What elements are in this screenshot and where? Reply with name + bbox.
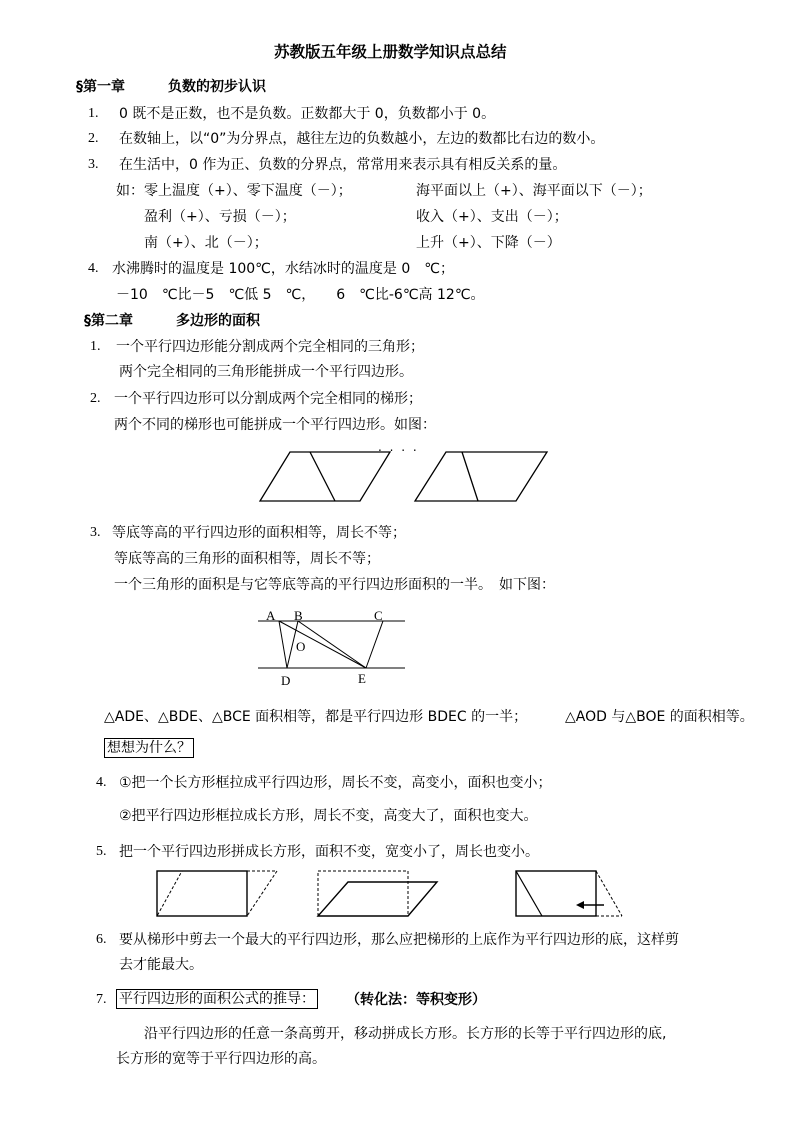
ch1-item-2-number: 2. [88, 131, 99, 146]
think-why-box: 想想为什么？ [104, 738, 194, 758]
ch1-item-4-line-2: －10 ℃比－5 ℃低 5 ℃， 6 ℃比-6℃高 12℃。 [116, 287, 485, 303]
ch1-item-4-number: 4. [88, 261, 99, 276]
chapter-1-title: 负数的初步认识 [168, 79, 266, 95]
ch2-item-4-line-1: ①把一个长方形框拉成平行四边形，周长不变，高变小，面积也变小； [119, 775, 552, 791]
example-income: 收入（+）、支出（－）； [416, 209, 568, 225]
fig2-label-B: B [294, 608, 303, 623]
transformation-method: （转化法：等积变形） [346, 992, 486, 1008]
ch1-item-1-text: 0 既不是正数，也不是负数。正数都大于 0，负数都小于 0。 [119, 106, 496, 122]
fig2-note-triangles: △ADE、△BDE、△BCE 面积相等，都是平行四边形 BDEC 的一半； [104, 709, 528, 725]
fig2-seg-AE [279, 621, 366, 668]
ch2-item-4-line-2: ②把平行四边形框拉成长方形，周长不变，高变大了，面积也变大。 [119, 808, 538, 824]
ch1-item-4-text: 水沸腾时的温度是 100℃，水结冰时的温度是 0 ℃； [112, 261, 454, 277]
chapter-2-title: 多边形的面积 [176, 313, 260, 329]
example-sea-level: 海平面以上（+）、海平面以下（－）； [416, 183, 652, 199]
ch2-item-6-number: 6. [96, 932, 107, 947]
fig2-label-A: A [266, 608, 276, 623]
examples-lead: 如： [116, 183, 144, 199]
fig2-label-O: O [296, 639, 306, 654]
ch2-item-3-line-3: 一个三角形的面积是与它等底等高的平行四边形面积的一半。 如下图： [114, 577, 555, 593]
ch2-item-2-line-2: 两个不同的梯形也可能拼成一个平行四边形。如图： [114, 417, 436, 433]
ch2-item-6-line-2: 去才能最大。 [119, 957, 203, 973]
ch2-item-7-number: 7. [96, 992, 107, 1007]
fig3-shape-3 [516, 871, 622, 916]
fig3-shape-1 [157, 871, 277, 916]
fig3-shape-2 [318, 871, 437, 916]
example-direction: 南（+）、北（－）； [144, 235, 268, 251]
page-title: 苏教版五年级上册数学知识点总结 [274, 43, 507, 61]
ch2-item-1-line-2: 两个完全相同的三角形能拼成一个平行四边形。 [119, 364, 413, 380]
ch2-item-2-number: 2. [90, 391, 101, 406]
ch2-item-3-number: 3. [90, 525, 101, 540]
ch2-item-3-line-2: 等底等高的三角形的面积相等，周长不等； [114, 551, 380, 567]
fig1-dots: . . . . [378, 440, 419, 454]
ch2-item-5-line-1: 把一个平行四边形拼成长方形，面积不变，宽变小了，周长也变小。 [119, 844, 539, 860]
ch1-item-2-text: 在数轴上，以“0”为分界点，越往左边的负数越小，左边的数都比右边的数小。 [119, 131, 605, 147]
fig1-right-parallelogram [415, 452, 547, 501]
fig2-note-aod-boe: △AOD 与△BOE 的面积相等。 [565, 709, 754, 725]
fig2-label-C: C [374, 608, 383, 623]
ch2-item-7-para-line-2: 长方形的宽等于平行四边形的高。 [116, 1051, 326, 1067]
chapter-1-heading: §第一章 [76, 79, 125, 95]
ch2-item-1-line-1: 一个平行四边形能分割成两个完全相同的三角形； [116, 339, 424, 355]
chapter-2-heading: §第二章 [84, 313, 133, 329]
example-rise: 上升（+）、下降（－） [416, 235, 561, 251]
example-profit: 盈利（+）、亏损（－）； [144, 209, 296, 225]
fig2-seg-AD [279, 621, 287, 668]
ch1-item-3-number: 3. [88, 157, 99, 172]
fig2-seg-CE [366, 621, 383, 668]
fig2-seg-BD [287, 621, 298, 668]
example-temperature: 零上温度（+）、零下温度（－）； [144, 183, 352, 199]
formula-derivation-box: 平行四边形的面积公式的推导： [116, 989, 318, 1009]
fig2-seg-BE [298, 621, 366, 668]
fig2-label-D: D [281, 673, 291, 688]
ch2-item-2-line-1: 一个平行四边形可以分割成两个完全相同的梯形； [114, 391, 422, 407]
fig1-left-parallelogram [260, 452, 390, 501]
fig2-label-E: E [358, 671, 366, 686]
ch2-item-4-number: 4. [96, 775, 107, 790]
ch2-item-1-number: 1. [90, 339, 101, 354]
ch1-item-3-text: 在生活中，0 作为正、负数的分界点，常常用来表示具有相反关系的量。 [119, 157, 567, 173]
ch1-item-1-number: 1. [88, 106, 99, 121]
ch2-item-3-line-1: 等底等高的平行四边形的面积相等，周长不等； [112, 525, 406, 541]
ch2-item-7-para-line-1: 沿平行四边形的任意一条高剪开，移动拼成长方形。长方形的长等于平行四边形的底, [144, 1026, 667, 1042]
ch2-item-6-line-1: 要从梯形中剪去一个最大的平行四边形，那么应把梯形的上底作为平行四边形的底，这样剪 [119, 932, 679, 948]
ch2-item-5-number: 5. [96, 844, 107, 859]
